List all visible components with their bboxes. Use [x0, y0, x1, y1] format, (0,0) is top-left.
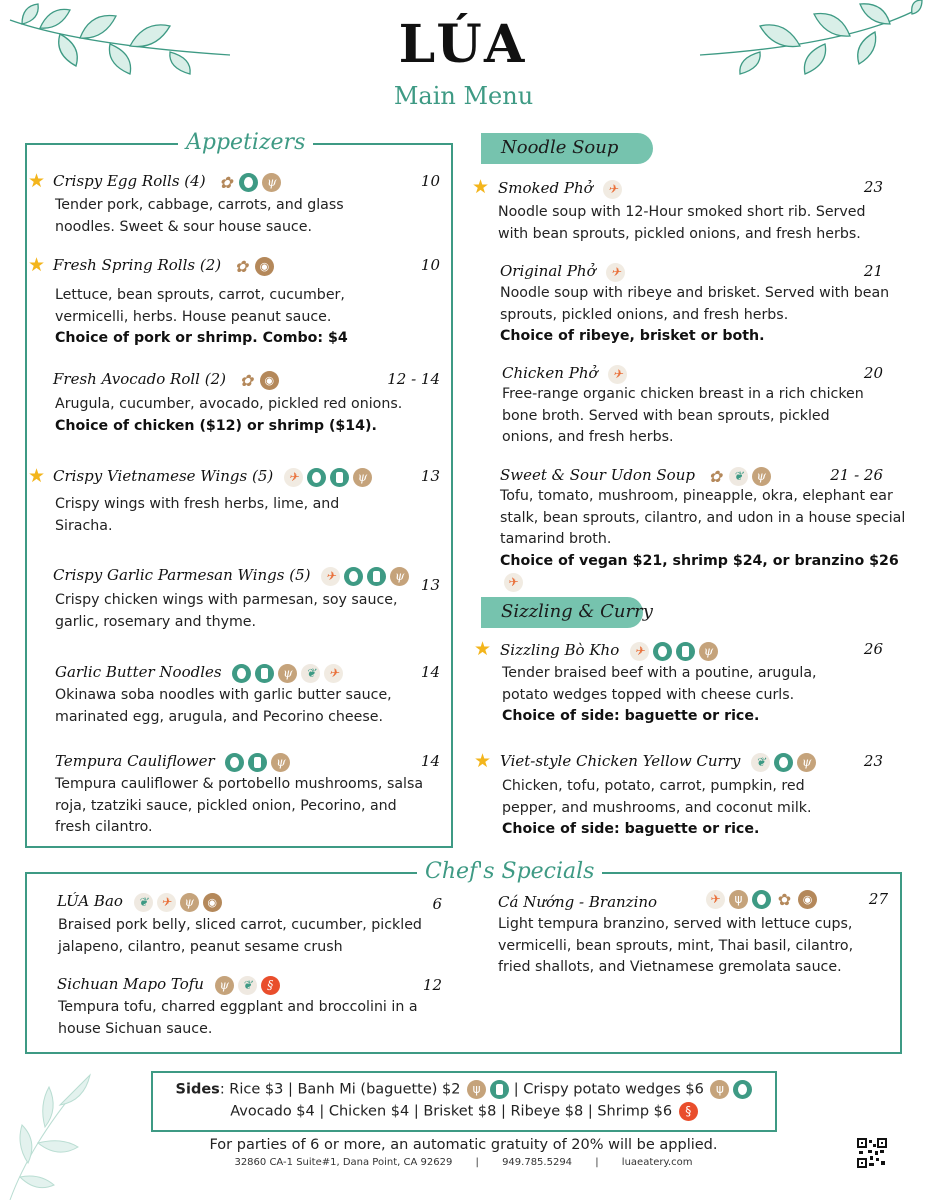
item-price: 14 [420, 663, 440, 681]
item-price: 23 [863, 178, 883, 196]
chefs-specials-title: Chef's Specials [417, 859, 602, 884]
shrimp-icon: § [261, 976, 280, 995]
wheat-icon: ψ [710, 1080, 729, 1099]
vegan-icon: ❦ [301, 664, 320, 683]
gluten-free-icon [239, 173, 258, 192]
star-icon: ★ [474, 750, 492, 772]
star-icon: ★ [28, 170, 46, 192]
gluten-free-icon [232, 664, 251, 683]
item-price: 21 - 26 [830, 466, 883, 484]
wheat-icon: ψ [262, 173, 281, 192]
wheat-icon: ψ [390, 567, 409, 586]
item-name: Fresh Spring Rolls (2) ✿ ◉ [53, 256, 274, 276]
phone: 949.785.5294 [502, 1157, 573, 1168]
star-icon: ★ [28, 465, 46, 487]
item-note: Choice of side: baguette or rice. [502, 708, 760, 724]
vegan-icon: ❦ [134, 893, 153, 912]
item-price: 26 [863, 640, 883, 658]
item-price: 6 [432, 895, 442, 913]
item-description: Free-range organic chicken breast in a rich chicken bone broth. Served with bean sprouts, pickled onions, and fresh herbs. [502, 386, 864, 445]
star-icon: ★ [28, 254, 46, 276]
wheat-icon: ψ [271, 753, 290, 772]
item-price: 20 [863, 364, 883, 382]
item-price: 13 [420, 467, 440, 485]
brand-logo: LÚA [398, 14, 529, 75]
fish-icon: ✈ [603, 180, 622, 199]
wheat-icon: ψ [699, 642, 718, 661]
fish-icon: ✈ [321, 567, 340, 586]
item-price: 10 [420, 256, 440, 274]
fish-icon: ✈ [324, 664, 343, 683]
dairy-icon [676, 642, 695, 661]
item-description: Noodle soup with ribeye and brisket. Served with bean sprouts, pickled onions, and fresh herbs. Choice of ribeye, brisket or both. [500, 285, 890, 344]
dairy-icon [255, 664, 274, 683]
sides-line-2: Avocado $4 | Chicken $4 | Brisket $8 | Ribeye $8 | Shrimp $6 § [151, 1102, 777, 1121]
wheat-icon: ψ [752, 467, 771, 486]
flower-icon: ✿ [219, 172, 233, 192]
contact-line: 32860 CA-1 Suite#1, Dana Point, CA 92629 | 949.785.5294 | luaeatery.com [234, 1157, 693, 1168]
shrimp-icon: § [679, 1102, 698, 1121]
item-name: Viet-style Chicken Yellow Curry ❦ ψ [500, 752, 816, 772]
item-name: Crispy Egg Rolls (4) ✿ ψ [53, 172, 281, 192]
wheat-icon: ψ [729, 890, 748, 909]
website-link[interactable]: luaeatery.com [621, 1157, 693, 1168]
vegan-icon: ❦ [751, 753, 770, 772]
gluten-free-icon [752, 890, 771, 909]
item-description: Tender braised beef with a poutine, arugula, potato wedges topped with cheese curls. Choice of side: baguette or rice. [502, 665, 817, 724]
appetizers-title: Appetizers [178, 130, 313, 155]
qr-code-icon[interactable] [857, 1138, 887, 1168]
dairy-icon [490, 1080, 509, 1099]
item-description: Tofu, tomato, mushroom, pineapple, okra, elephant ear stalk, bean sprouts, cilantro, and udon in a house special tamarind broth. Choice of vegan $21, shrimp $24, or branzino $26 ✈ [500, 486, 920, 594]
leaf-decoration [0, 1065, 100, 1200]
item-description: Braised pork belly, sliced carrot, cucumber, pickled jalapeno, cilantro, peanut sesame crush [58, 917, 422, 955]
sides-line-1: Sides: Rice $3 | Banh Mi (baguette) $2 ψ | Crispy potato wedges $6 ψ [151, 1080, 777, 1099]
item-name: Crispy Garlic Parmesan Wings (5) ✈ ψ [53, 566, 409, 586]
star-icon: ★ [474, 638, 492, 660]
item-note: Choice of chicken ($12) or shrimp ($14). [55, 417, 377, 434]
gluten-free-icon [653, 642, 672, 661]
wheat-icon: ψ [797, 753, 816, 772]
item-note: Choice of vegan $21, shrimp $24, or branzino $26 [500, 552, 899, 569]
gluten-free-icon [307, 468, 326, 487]
item-name: Garlic Butter Noodles ψ ❦ ✈ [55, 663, 343, 683]
item-description: Arugula, cucumber, avocado, pickled red onions. Choice of chicken ($12) or shrimp ($14). [55, 396, 403, 434]
gluten-free-icon [225, 753, 244, 772]
item-name: LÚA Bao ❦ ✈ ψ ◉ [57, 892, 222, 912]
fish-icon: ✈ [606, 263, 625, 282]
item-price: 12 [422, 976, 442, 994]
dairy-icon [248, 753, 267, 772]
peanut-icon: ◉ [255, 257, 274, 276]
wheat-icon: ψ [467, 1080, 486, 1099]
flower-icon: ✿ [239, 370, 253, 390]
vegan-icon: ❦ [729, 467, 748, 486]
item-icons [706, 889, 817, 909]
item-description: Tender pork, cabbage, carrots, and glass noodles. Sweet & sour house sauce. [55, 197, 344, 235]
fish-icon: ✈ [630, 642, 649, 661]
item-name: Fresh Avocado Roll (2) ✿ ◉ [53, 370, 279, 390]
sizzling-curry-title: Sizzling & Curry [481, 597, 643, 628]
item-price: 13 [420, 576, 440, 594]
fish-icon: ✈ [157, 893, 176, 912]
item-name: Sichuan Mapo Tofu ψ ❦ § [57, 975, 280, 995]
dairy-icon [330, 468, 349, 487]
gluten-free-icon [733, 1080, 752, 1099]
gratuity-note: For parties of 6 or more, an automatic gratuity of 20% will be applied. [209, 1137, 718, 1153]
item-description: Lettuce, bean sprouts, carrot, cucumber, vermicelli, herbs. House peanut sauce. Choice of pork or shrimp. Combo: $4 [55, 287, 348, 346]
flower-icon: ✿ [708, 466, 722, 486]
fish-icon: ✈ [284, 468, 303, 487]
item-price: 27 [868, 890, 888, 908]
peanut-icon: ◉ [203, 893, 222, 912]
star-icon: ★ [472, 176, 490, 198]
item-price: 21 [863, 262, 883, 280]
item-price: 23 [863, 752, 883, 770]
flower-icon: ✿ [234, 256, 249, 276]
peanut-icon: ◉ [798, 890, 817, 909]
item-price: 14 [420, 752, 440, 770]
fish-icon: ✈ [504, 573, 523, 592]
item-description: Chicken, tofu, potato, carrot, pumpkin, red pepper, and mushrooms, and coconut milk. Choice of side: baguette or rice. [502, 778, 812, 837]
wheat-icon: ψ [215, 976, 234, 995]
item-description: Noodle soup with 12-Hour smoked short rib. Served with bean sprouts, pickled onions, and fresh herbs. [498, 204, 866, 242]
wheat-icon: ψ [180, 893, 199, 912]
item-description: Tempura cauliflower & portobello mushrooms, salsa roja, tzatziki sauce, pickled onion, Pecorino, and fresh cilantro. [55, 776, 424, 835]
item-note: Choice of side: baguette or rice. [502, 821, 760, 837]
item-name: Chicken Phở ✈ [502, 364, 627, 384]
item-price: 10 [420, 172, 440, 190]
item-description: Crispy chicken wings with parmesan, soy sauce, garlic, rosemary and thyme. [55, 592, 398, 630]
sides-label: Sides [175, 1081, 220, 1098]
item-name: Sweet & Sour Udon Soup ✿ ❦ ψ [500, 466, 771, 486]
wheat-icon: ψ [278, 664, 297, 683]
flower-icon: ✿ [777, 890, 792, 909]
page-title: Main Menu [393, 82, 534, 110]
item-description: Light tempura branzino, served with lettuce cups, vermicelli, bean sprouts, mint, Thai basil, cilantro, fried shallots, and Vietnamese gremolata sauce. [498, 916, 854, 975]
wheat-icon: ψ [353, 468, 372, 487]
gluten-free-icon [344, 567, 363, 586]
item-note: Choice of pork or shrimp. Combo: $4 [55, 330, 348, 346]
gluten-free-icon [774, 753, 793, 772]
item-description: Okinawa soba noodles with garlic butter sauce, marinated egg, arugula, and Pecorino cheese. [55, 687, 392, 725]
item-name: Smoked Phở ✈ [498, 179, 622, 199]
item-price: 12 - 14 [387, 370, 440, 388]
peanut-icon: ◉ [260, 371, 279, 390]
item-name: Cá Nướng - Branzino [498, 893, 658, 911]
item-name: Crispy Vietnamese Wings (5) ✈ ψ [53, 467, 372, 487]
item-name: Original Phở ✈ [500, 262, 625, 282]
item-note: Choice of ribeye, brisket or both. [500, 328, 765, 344]
item-name: Sizzling Bò Kho ✈ ψ [500, 641, 718, 661]
fish-icon: ✈ [608, 365, 627, 384]
fish-icon: ✈ [706, 890, 725, 909]
address: 32860 CA-1 Suite#1, Dana Point, CA 92629 [234, 1157, 453, 1168]
item-description: Tempura tofu, charred eggplant and broccolini in a house Sichuan sauce. [58, 999, 418, 1037]
item-description: Crispy wings with fresh herbs, lime, and Siracha. [55, 496, 340, 534]
noodle-soup-title: Noodle Soup [481, 133, 653, 164]
vegan-icon: ❦ [238, 976, 257, 995]
item-name: Tempura Cauliflower ψ [55, 752, 290, 772]
